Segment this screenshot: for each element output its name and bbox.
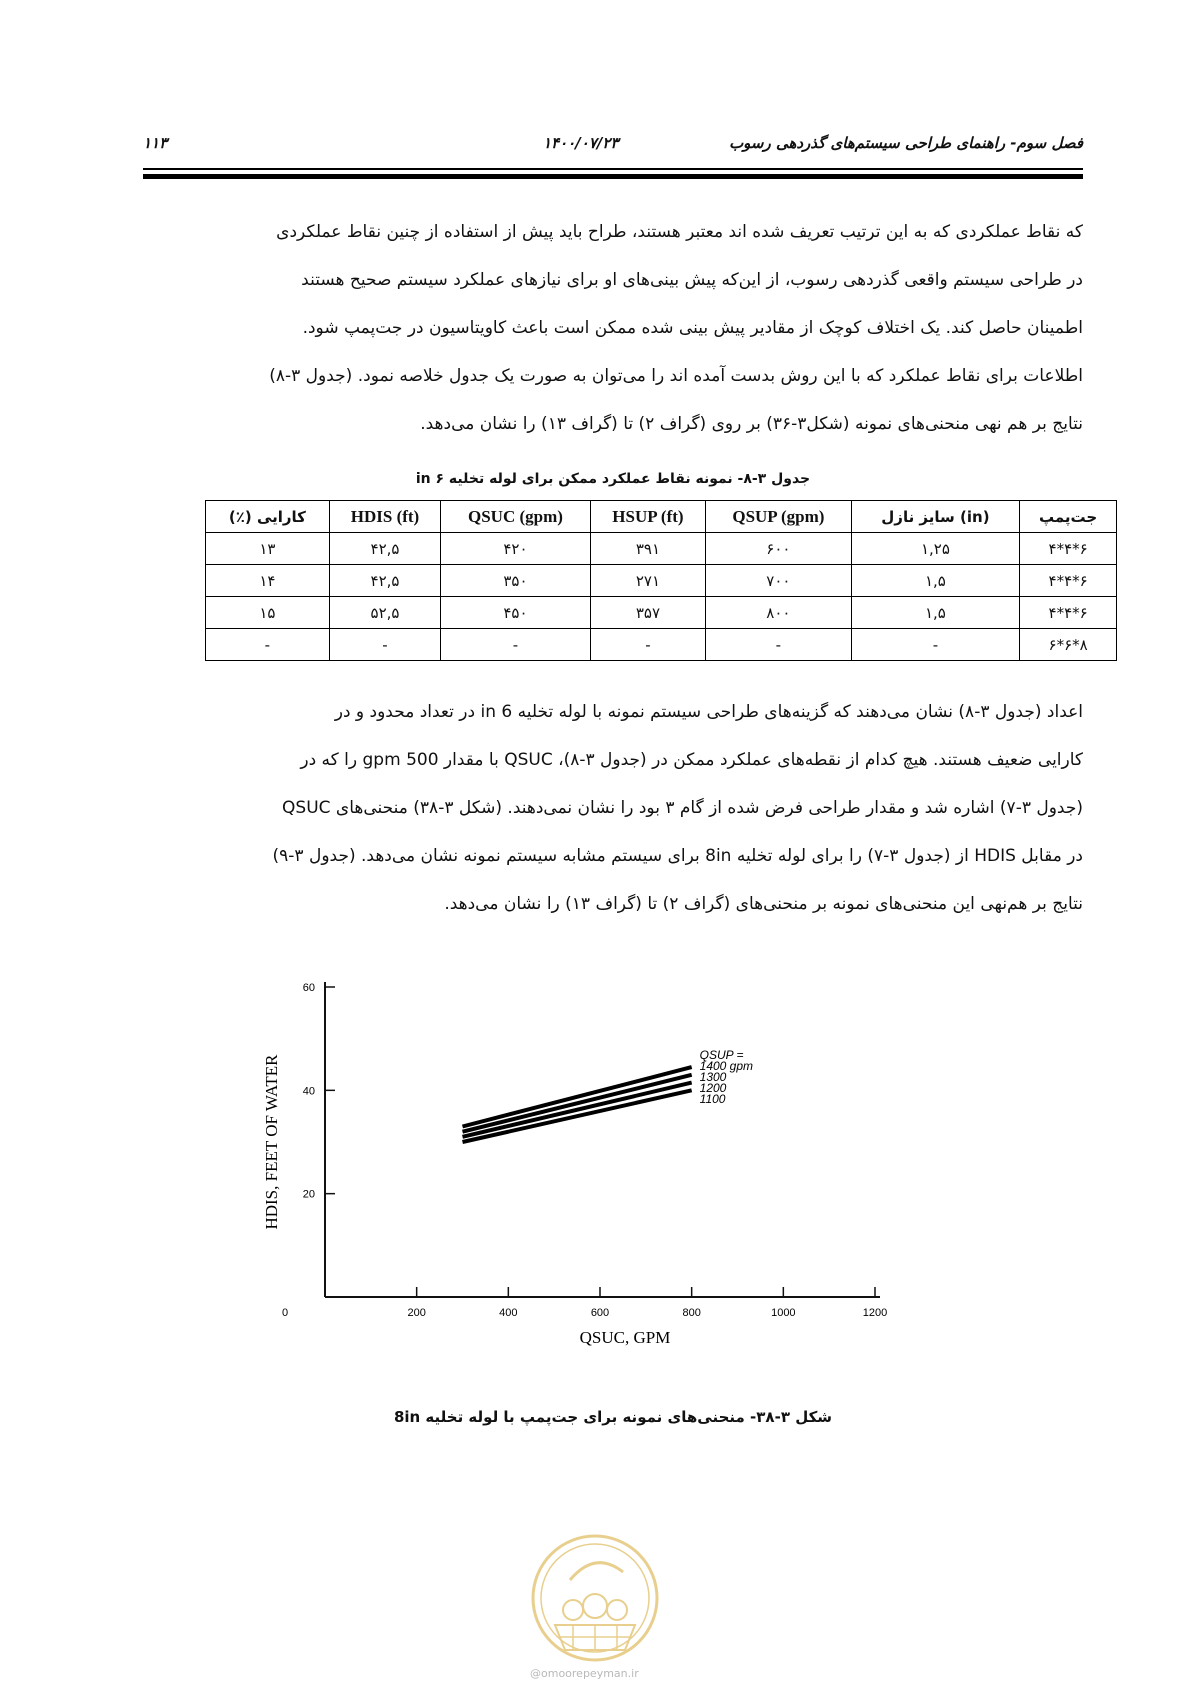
table-cell: ۱۵ [206, 597, 330, 629]
table-row [206, 565, 1117, 597]
table-cell: - [329, 629, 440, 661]
header-rule-thin [143, 168, 1083, 170]
col-header: QSUC (gpm) [441, 501, 590, 533]
paragraph-2 [143, 688, 1083, 928]
x-tick-label: 600 [590, 1307, 610, 1319]
header-rule-thick [143, 174, 1083, 179]
table-cell: ۴۲,۵ [329, 565, 440, 597]
series-line [463, 1083, 692, 1137]
table-cell: ۱۴ [206, 565, 330, 597]
page-header [143, 128, 1083, 158]
table-cell: ۴۵۰ [441, 597, 590, 629]
chart-axes [325, 982, 880, 1297]
paragraph-1-line: نتایج بر هم نهی منحنی‌های نمونه (شکل۳-۳۶) بر روی (گراف ۲) تا (گراف ۱۳) را نشان می‌دهد. [420, 414, 1083, 434]
col-header: کارایی (٪) [206, 501, 330, 533]
paragraph-2-line: اعداد (جدول ۳-۸) نشان می‌دهند که گزینه‌های طراحی سیستم نمونه با لوله تخلیه 6 in در تعداد محدود و در [334, 702, 1083, 722]
series-label: 1200 [699, 1081, 727, 1096]
table-cell: ۴۲۰ [441, 533, 590, 565]
x-axis-label: QSUC, GPM [579, 1328, 671, 1347]
table-cell: ۱,۵ [851, 565, 1020, 597]
table-cell: ۶*۴*۴ [1020, 597, 1117, 629]
table-cell: ۶*۴*۴ [1020, 533, 1117, 565]
table-cell: ۱,۲۵ [851, 533, 1020, 565]
paragraph-1-line: اطمینان حاصل کند. یک اختلاف کوچک از مقادیر پیش بینی شده ممکن است باعث کاویتاسیون در جت‌پمپ شود. [302, 318, 1083, 338]
paragraph-2-line: (جدول ۳-۷) اشاره شد و مقدار طراحی فرض شده از گام ۳ بود را نشان نمی‌دهند. (شکل ۳-۳۸) منحنی‌های QSUC [282, 798, 1083, 818]
watermark-handle: @omoorepeyman.ir [530, 1667, 639, 1680]
table-cell: ۳۵۷ [590, 597, 706, 629]
page-number: ۱۱۳ [143, 134, 168, 152]
header-date: ۱۴۰۰/۰۷/۲۳ [543, 134, 619, 152]
x-tick-label: 0 [281, 1307, 289, 1319]
logo-seal-icon [525, 1530, 665, 1665]
col-header: جت‌پمپ [1020, 501, 1117, 533]
x-tick-label: 800 [682, 1307, 701, 1319]
paragraph-2-line: در مقابل HDIS از (جدول ۳-۷) را برای لوله تخلیه 8in برای سیستم مشابه سیستم نمونه نشان می‌دهد. (جدول ۳-۹) [272, 846, 1083, 866]
paragraph-2-line: کارایی ضعیف هستند. هیچ کدام از نقطه‌های عملکرد ممکن در (جدول ۳-۸)، QSUC با مقدار 500 gpm را که در [300, 750, 1083, 770]
table-cell: - [851, 629, 1020, 661]
table-cell: ۸۰۰ [706, 597, 851, 629]
x-tick-label: 200 [407, 1307, 426, 1319]
table-cell: - [441, 629, 590, 661]
x-tick-label: 1000 [771, 1307, 796, 1319]
y-tick-label: 60 [302, 982, 315, 994]
hdis-vs-qsuc-chart [255, 950, 955, 1404]
series-label: 1400 gpm [699, 1059, 754, 1074]
x-tick-label: 1200 [862, 1307, 888, 1319]
operating-points-table [205, 500, 1117, 661]
series-label: 1100 [699, 1092, 726, 1107]
table-cell: ۸*۶*۶ [1020, 629, 1117, 661]
table-cell: ۵۲,۵ [329, 597, 440, 629]
paragraph-2-line: نتایج بر هم‌نهی این منحنی‌های نمونه بر منحنی‌های (گراف ۲) تا (گراف ۱۳) را نشان می‌دهد. [444, 894, 1083, 914]
watermark-logo [525, 1530, 665, 1669]
chapter-title: فصل سوم- راهنمای طراحی سیستم‌های گذردهی رسوب [729, 134, 1083, 152]
paragraph-1-line: اطلاعات برای نقاط عملکرد که با این روش بدست آمده اند را می‌توان به صورت یک جدول خلاصه نمود. (جدول ۳-۸) [269, 366, 1083, 386]
y-tick-label: 20 [302, 1188, 315, 1201]
col-header: HSUP (ft) [590, 501, 706, 533]
table-row [206, 629, 1117, 661]
series-label: 1300 [699, 1070, 727, 1085]
series-annotation: QSUP = [699, 1048, 744, 1063]
col-header: HDIS (ft) [329, 501, 440, 533]
series-line [463, 1075, 692, 1132]
table-cell: - [206, 629, 330, 661]
col-header: QSUP (gpm) [706, 501, 851, 533]
paragraph-1-line: در طراحی سیستم واقعی گذردهی رسوب، از این‌که پیش بینی‌های او برای نیازهای عملکرد سیستم صحیح هستند [301, 270, 1083, 290]
chart-canvas [255, 950, 955, 1400]
table-cell: ۱۳ [206, 533, 330, 565]
table-header-row [206, 501, 1117, 533]
table-caption: جدول ۳-۸- نمونه نقاط عملکرد ممکن برای لوله تخلیه ۶ in [415, 471, 811, 487]
table-cell: ۷۰۰ [706, 565, 851, 597]
paragraph-1 [143, 208, 1083, 448]
table-cell: - [590, 629, 706, 661]
table-row [206, 597, 1117, 629]
table-cell: ۶۰۰ [706, 533, 851, 565]
y-axis-label: HDIS, FEET OF WATER [262, 1054, 281, 1230]
figure-caption: شکل ۳-۳۸- منحنی‌های نمونه برای جت‌پمپ با لوله تخلیه 8in [393, 1408, 833, 1426]
chart-ticks [282, 982, 887, 1319]
table-cell: ۱,۵ [851, 597, 1020, 629]
table-cell: ۴۲,۵ [329, 533, 440, 565]
table-row [206, 533, 1117, 565]
table-cell: ۶*۴*۴ [1020, 565, 1117, 597]
y-tick-label: 40 [302, 1085, 315, 1098]
paragraph-1-line: که نقاط عملکردی که به این ترتیب تعریف شده اند معتبر هستند، طراح باید پیش از استفاده از چنین نقاط عملکردی [276, 222, 1083, 242]
x-tick-label: 400 [499, 1307, 518, 1319]
chart-series-group [463, 1067, 692, 1142]
table-cell: - [706, 629, 851, 661]
col-header: (in) سایز نازل [851, 501, 1020, 533]
table-cell: ۳۵۰ [441, 565, 590, 597]
table-cell: ۲۷۱ [590, 565, 706, 597]
table-cell: ۳۹۱ [590, 533, 706, 565]
